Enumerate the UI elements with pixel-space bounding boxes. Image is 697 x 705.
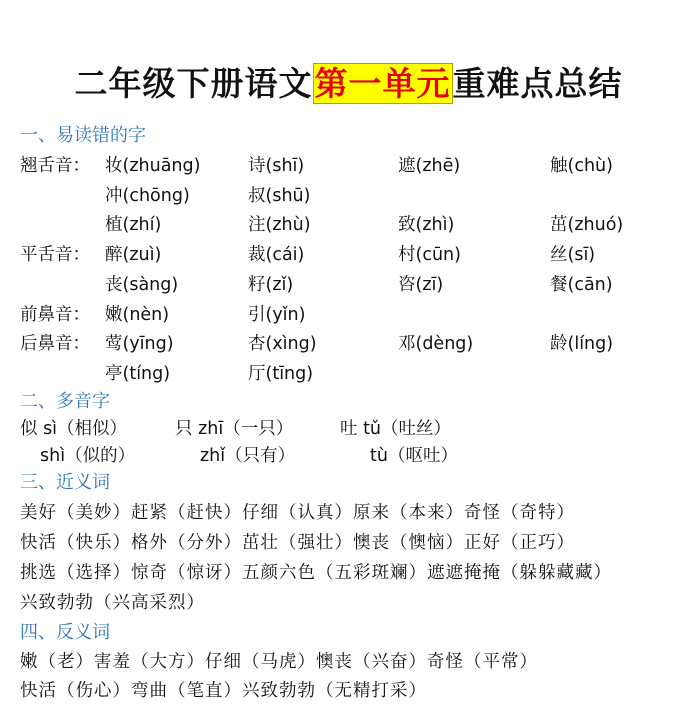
char-item: 茁(zhuó)	[550, 215, 624, 236]
char-item: 嫩(nèn)	[105, 304, 170, 325]
char-item: 餐(cān)	[550, 274, 613, 295]
polyphone-item: 吐 tǔ（吐丝）	[340, 418, 452, 439]
char-item: 醉(zuì)	[105, 245, 162, 266]
char-item: 丝(sī)	[550, 245, 596, 266]
section-heading: 四、反义词	[20, 621, 110, 643]
page-title	[0, 58, 697, 105]
char-item: 邓(dèng)	[398, 334, 474, 355]
polyphone-item: shì（似的）	[40, 445, 136, 466]
char-item: 妆(zhuāng)	[105, 156, 201, 176]
char-item: 触(chù)	[550, 156, 613, 176]
char-item: 杏(xìng)	[248, 334, 317, 355]
char-item: 致(zhì)	[398, 215, 455, 236]
synonym-line: 兴致勃勃（兴高采烈）	[20, 592, 205, 613]
char-item: 村(cūn)	[398, 245, 461, 266]
polyphone-item: 似 sì（相似）	[20, 418, 128, 439]
title-suffix: 重难点总结	[452, 64, 623, 103]
section-heading: 一、易读错的字	[20, 125, 146, 146]
polyphone-item: zhǐ（只有）	[200, 445, 296, 466]
char-item: 龄(líng)	[550, 334, 614, 355]
char-item: 咨(zī)	[398, 274, 444, 295]
synonym-line: 美好（美妙）赶紧（赶快）仔细（认真）原来（本来）奇怪（奇特）	[20, 502, 575, 523]
polyphone-item: 只 zhī（一只）	[175, 418, 294, 439]
char-item: 遮(zhē)	[398, 156, 461, 176]
char-item: 植(zhí)	[105, 215, 162, 236]
char-item: 莺(yīng)	[105, 334, 174, 355]
row-label: 翘舌音：	[20, 156, 90, 176]
antonym-line: 快活（伤心）弯曲（笔直）兴致勃勃（无精打采）	[20, 680, 427, 701]
char-item: 丧(sàng)	[105, 274, 179, 295]
title-prefix: 二年级下册语文	[74, 64, 313, 103]
row-label: 后鼻音：	[20, 334, 90, 355]
row-label: 前鼻音：	[20, 304, 90, 325]
synonym-line: 挑选（选择）惊奇（惊讶）五颜六色（五彩斑斓）遮遮掩掩（躲躲藏藏）	[20, 562, 612, 583]
char-item: 引(yǐn)	[248, 304, 306, 325]
row-label: 平舌音：	[20, 245, 90, 266]
section-heading: 二、多音字	[20, 390, 110, 412]
polyphone-item: tù（呕吐）	[370, 445, 458, 466]
char-item: 籽(zǐ)	[248, 274, 294, 295]
char-item: 厅(tīng)	[248, 363, 314, 384]
char-item: 诗(shī)	[248, 156, 305, 176]
char-item: 叔(shū)	[248, 185, 311, 206]
section-heading: 三、近义词	[20, 471, 110, 493]
title-highlight: 第一单元	[314, 64, 451, 103]
char-item: 裁(cái)	[248, 245, 305, 266]
antonym-line: 嫩（老）害羞（大方）仔细（马虎）懊丧（兴奋）奇怪（平常）	[20, 651, 538, 672]
char-item: 亭(tíng)	[105, 363, 171, 384]
char-item: 注(zhù)	[248, 215, 311, 236]
char-item: 冲(chōng)	[105, 185, 190, 206]
synonym-line: 快活（快乐）格外（分外）茁壮（强壮）懊丧（懊恼）正好（正巧）	[20, 532, 575, 553]
